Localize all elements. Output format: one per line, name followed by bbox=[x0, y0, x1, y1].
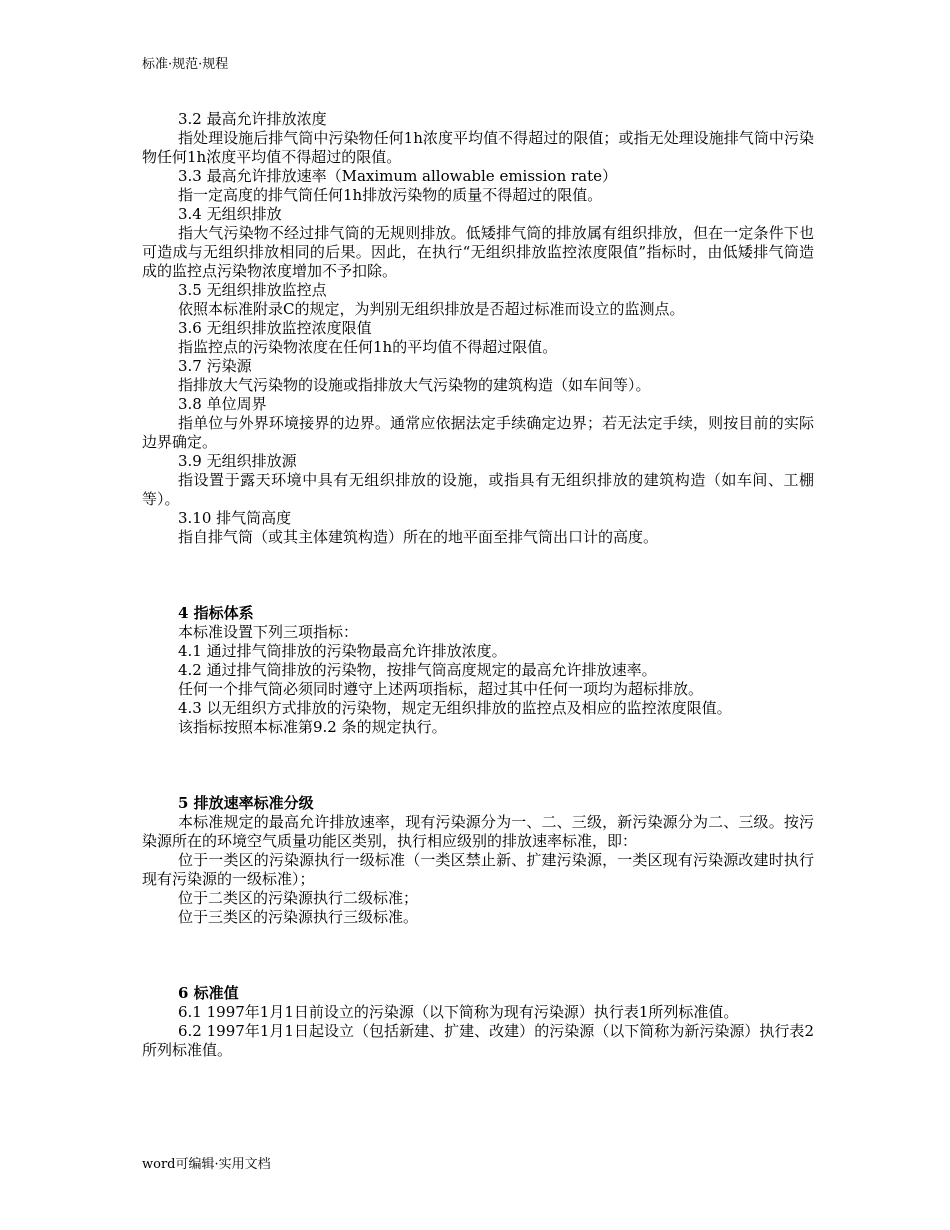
paragraph: 6.1 1997年1月1日前设立的污染源（以下简称为现有污染源）执行表1所列标准值。 bbox=[178, 1003, 739, 1021]
paragraph: 3.3 最高允许排放速率（Maximum allowable emission rate） bbox=[178, 167, 618, 185]
section-heading: 5 排放速率标准分级 bbox=[178, 794, 314, 812]
section-heading: 4 指标体系 bbox=[178, 604, 254, 622]
page-footer: word可编辑·实用文档 bbox=[142, 1157, 271, 1172]
paragraph: 指一定高度的排气筒任何1h排放污染物的质量不得超过的限值。 bbox=[178, 186, 603, 204]
paragraph: 3.10 排气筒高度 bbox=[178, 509, 292, 527]
paragraph: 4.2 通过排气筒排放的污染物，按排气筒高度规定的最高允许排放速率。 bbox=[178, 661, 657, 679]
paragraph: 指设置于露天环境中具有无组织排放的设施，或指具有无组织排放的建筑构造（如车间、工棚等）。 bbox=[142, 471, 814, 508]
paragraph: 3.6 无组织排放监控浓度限值 bbox=[178, 319, 372, 337]
paragraph: 3.2 最高允许排放浓度 bbox=[178, 110, 327, 128]
section-heading: 6 标准值 bbox=[178, 984, 239, 1002]
paragraph: 3.5 无组织排放监控点 bbox=[178, 281, 327, 299]
paragraph: 3.8 单位周界 bbox=[178, 395, 267, 413]
paragraph: 4.1 通过排气筒排放的污染物最高允许排放浓度。 bbox=[178, 642, 507, 660]
paragraph: 指大气污染物不经过排气筒的无规则排放。低矮排气筒的排放属有组织排放，但在一定条件下也可造成与无组织排放相同的后果。因此，在执行“无组织排放监控浓度限值”指标时，由低矮排气筒造成的监控点污染物浓度增加不予扣除。 bbox=[142, 224, 814, 280]
paragraph: 位于三类区的污染源执行三级标准。 bbox=[178, 908, 419, 926]
paragraph: 指排放大气污染物的设施或指排放大气污染物的建筑构造（如车间等）。 bbox=[178, 376, 651, 394]
paragraph: 3.7 污染源 bbox=[178, 357, 252, 375]
paragraph: 指处理设施后排气筒中污染物任何1h浓度平均值不得超过的限值；或指无处理设施排气筒中污染物任何1h浓度平均值不得超过的限值。 bbox=[142, 129, 814, 166]
paragraph: 3.9 无组织排放源 bbox=[178, 452, 297, 470]
paragraph: 任何一个排气筒必须同时遵守上述两项指标，超过其中任何一项均为超标排放。 bbox=[178, 680, 704, 698]
document-body bbox=[142, 110, 814, 1060]
paragraph: 本标准规定的最高允许排放速率，现有污染源分为一、二、三级，新污染源分为二、三级。按污染源所在的环境空气质量功能区类别，执行相应级别的排放速率标准，即： bbox=[142, 813, 814, 850]
paragraph: 4.3 以无组织方式排放的污染物，规定无组织排放的监控点及相应的监控浓度限值。 bbox=[178, 699, 732, 717]
paragraph: 指单位与外界环境接界的边界。通常应依据法定手续确定边界；若无法定手续，则按目前的实际边界确定。 bbox=[142, 414, 814, 451]
paragraph: 3.4 无组织排放 bbox=[178, 205, 282, 223]
paragraph: 位于二类区的污染源执行二级标准； bbox=[178, 889, 419, 907]
paragraph: 本标准设置下列三项指标： bbox=[178, 623, 359, 641]
section-spacer bbox=[142, 547, 814, 604]
section-spacer bbox=[142, 737, 814, 794]
paragraph: 指自排气筒（或其主体建筑构造）所在的地平面至排气筒出口计的高度。 bbox=[178, 528, 659, 546]
paragraph: 该指标按照本标准第9.2 条的规定执行。 bbox=[178, 718, 447, 736]
section-spacer bbox=[142, 927, 814, 984]
page-header: 标准·规范·规程 bbox=[142, 57, 229, 72]
paragraph: 位于一类区的污染源执行一级标准（一类区禁止新、扩建污染源，一类区现有污染源改建时执行现有污染源的一级标准）； bbox=[142, 851, 814, 888]
paragraph: 指监控点的污染物浓度在任何1h的平均值不得超过限值。 bbox=[178, 338, 558, 356]
paragraph: 6.2 1997年1月1日起设立（包括新建、扩建、改建）的污染源（以下简称为新污染源）执行表2所列标准值。 bbox=[142, 1022, 814, 1059]
paragraph: 依照本标准附录C的规定，为判别无组织排放是否超过标准而设立的监测点。 bbox=[178, 300, 685, 318]
